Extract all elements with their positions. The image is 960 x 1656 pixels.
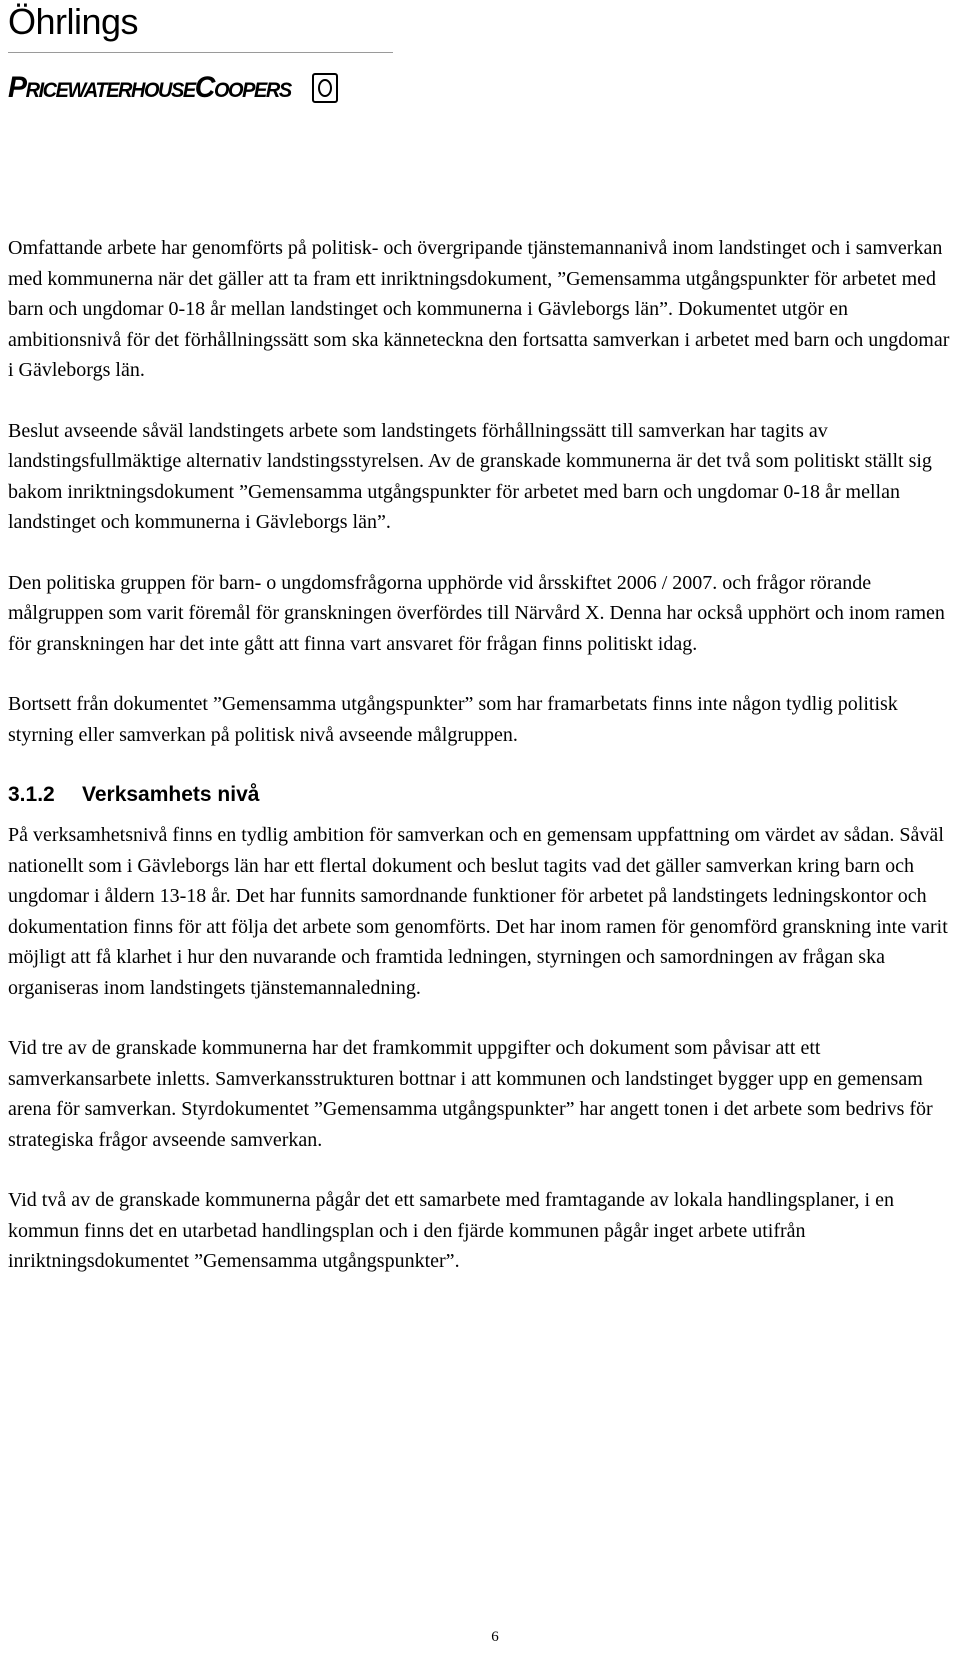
paragraph: Vid tre av de granskade kommunerna har det framkommit uppgifter och dokument som påvisar att ett samverkansarbete inletts. Samverkansstrukturen bottnar i att kommunen och landstinget bygger upp en gemensam arena för samverkan. Styrdokumentet ”Gemensamma utgångspunkter” har angett tonen i det arbete som bedrivs för strategiska frågor avseende samverkan. <box>8 1037 933 1151</box>
brand-divider <box>8 52 393 53</box>
document-body <box>8 233 953 1307</box>
brand-logo-pwc-text: PricewaterhouseCoopers <box>8 71 291 104</box>
section-heading <box>8 780 953 810</box>
section-title: Verksamhets nivå <box>82 783 260 806</box>
section-number: 3.1.2 <box>8 783 55 806</box>
paragraph: Den politiska gruppen för barn- o ungdomsfrågorna upphörde vid årsskiftet 2006 / 2007. och frågor rörande målgruppen som varit föremål för granskningen överfördes till Närvård X. Denna har också upphört och inom ramen för granskningen har det inte gått att finna vart ansvaret för frågan finns politiskt idag. <box>8 571 945 655</box>
brand-logo-pwc <box>8 65 408 111</box>
paragraph: På verksamhetsnivå finns en tydlig ambition för samverkan och en gemensam uppfattning om värdet av sådan. Såväl nationellt som i Gävleborgs län har ett flertal dokument och beslut tagits vad det gäller samverkan kring barn och ungdomar i åldern 13-18 år. Det har funnits samordnande funktioner för arbetet på landstingets ledningskontor och dokumentation finns för att följa det arbete som genomförts. Det har inom ramen för genomförd granskning inte varit möjligt att få klarhet i hur den nuvarande och framtida ledningen, styrningen och samordningen av frågan ska organiseras inom landstingets tjänstemannaledning. <box>8 824 948 999</box>
paragraph: Vid två av de granskade kommunerna pågår det ett samarbete med framtagande av lokala handlingsplaner, i en kommun finns det en utarbetad handlingsplan och i den fjärde kommunen pågår inget arbete utifrån inriktningsdokumentet ”Gemensamma utgångspunkter”. <box>8 1189 894 1272</box>
page-number: 6 <box>491 1629 499 1645</box>
page-header <box>8 0 408 111</box>
paragraph: Beslut avseende såväl landstingets arbete som landstingets förhållningssätt till samverkan har tagits av landstingsfullmäktige alternativ landstingsstyrelsen. Av de granskade kommunerna är det två som politiskt ställt sig bakom inriktningsdokument ”Gemensamma utgångspunkter för arbetet med barn och ungdomar 0-18 år mellan landstinget och kommunerna i Gävleborgs län”. <box>8 419 932 533</box>
paragraph: Bortsett från dokumentet ”Gemensamma utgångspunkter” som har framarbetats finns inte någon tydlig politisk styrning eller samverkan på politisk nivå avseende målgruppen. <box>8 693 898 746</box>
brand-logo-ohrlings: Öhrlings <box>8 1 139 42</box>
paragraph: Omfattande arbete har genomförts på politisk- och övergripande tjänstemannanivå inom landstinget och i samverkan med kommunerna när det gäller att ta fram ett inriktningsdokument, ”Gemensamma utgångspunkter för arbetet med barn och ungdomar 0-18 år mellan landstinget och kommunerna i Gävleborgs län”. Dokumentet utgör en ambitionsnivå för det förhållningssätt som ska känneteckna den fortsatta samverkan i arbetet med barn och ungdomar i Gävleborgs län. <box>8 237 950 381</box>
pwc-emblem-icon <box>312 73 338 103</box>
